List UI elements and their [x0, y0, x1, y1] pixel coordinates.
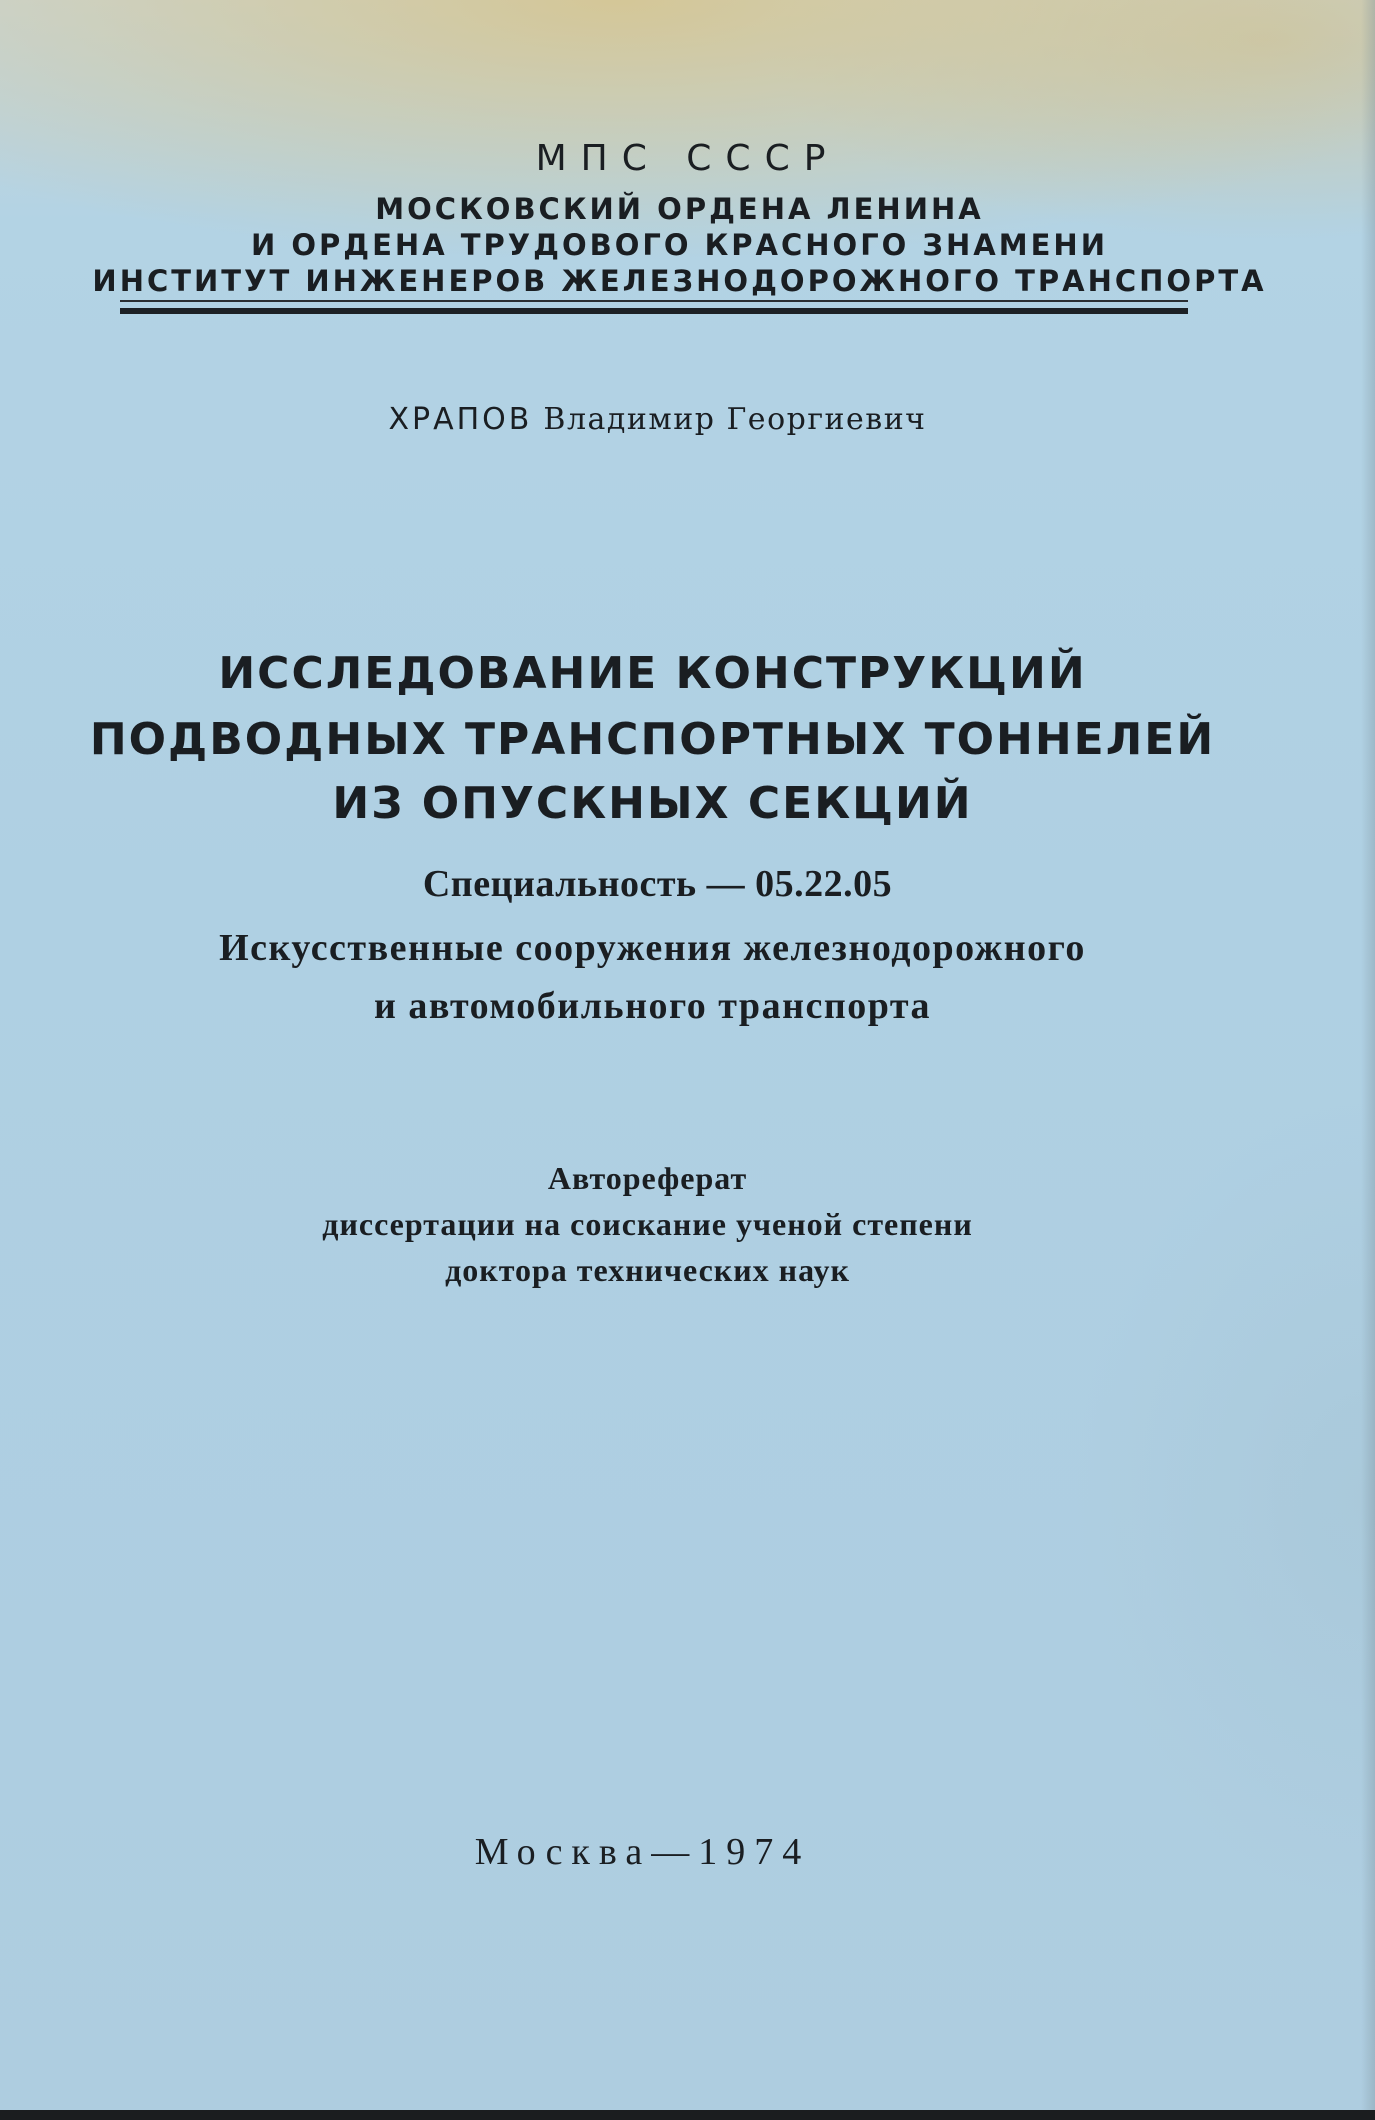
specialty-description-line-2: и автомобильного транспорта: [374, 985, 931, 1027]
institute-name-line-1: МОСКОВСКИЙ ОРДЕНА ЛЕНИНА: [375, 192, 984, 226]
specialty-description-line-1: Искусственные сооружения железнодорожного: [219, 927, 1086, 969]
page-bottom-edge: [0, 2110, 1375, 2120]
abstract-purpose-line-2: доктора технических наук: [445, 1252, 850, 1288]
abstract-label: Автореферат: [547, 1160, 748, 1196]
title-line-2: ПОДВОДНЫХ ТРАНСПОРТНЫХ ТОННЕЛЕЙ: [89, 714, 1216, 765]
author-surname: ХРАПОВ: [388, 402, 533, 437]
institute-name-line-2: И ОРДЕНА ТРУДОВОГО КРАСНОГО ЗНАМЕНИ: [251, 228, 1108, 262]
header-rule-thick: [120, 308, 1188, 314]
author-name: [0, 402, 1345, 437]
title-line-1: ИССЛЕДОВАНИЕ КОНСТРУКЦИЙ: [218, 648, 1087, 699]
abstract-purpose-line-1: диссертации на соискание ученой степени: [322, 1206, 973, 1242]
imprint-city-year: Москва—1974: [474, 1831, 811, 1873]
institute-name-line-3: ИНСТИТУТ ИНЖЕНЕРОВ ЖЕЛЕЗНОДОРОЖНОГО ТРАНСПОРТА: [92, 264, 1267, 298]
header-rule-thin: [120, 300, 1188, 302]
specialty-code: Специальность — 05.22.05: [422, 863, 893, 905]
author-given-names: Владимир Георгиевич: [543, 402, 927, 437]
title-line-3: ИЗ ОПУСКНЫХ СЕКЦИЙ: [332, 778, 973, 829]
page-edge-shadow: [1361, 0, 1375, 2120]
ministry-heading: МПС СССР: [535, 138, 840, 179]
